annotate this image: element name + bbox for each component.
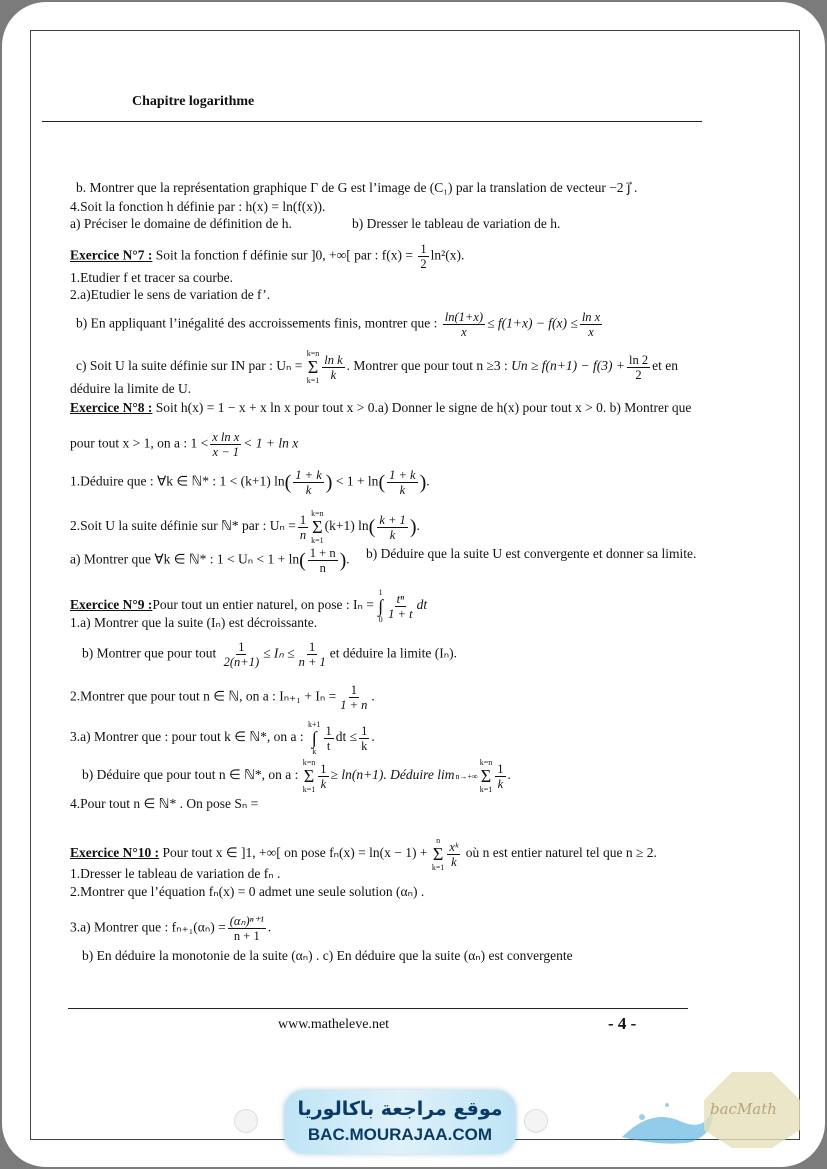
line-a-domain: a) Préciser le domaine de définition de h. [70, 216, 292, 231]
chapter-title: Chapitre logarithme [132, 94, 255, 109]
exercise-7-statement [70, 242, 464, 271]
page [2, 2, 825, 1167]
sum-symbol: k=n Σ k=1 [306, 349, 320, 385]
ex7-text: Soit la fonction f définie sur ]0, +∞[ par : f(x) = [152, 247, 417, 263]
document-frame [30, 30, 800, 1140]
frac-lnx-over-x: $\frac{\text{ln x}}{x}$ [581, 310, 601, 339]
frac-1pn-over-n: $\frac{1 + n}{n}$ [309, 546, 336, 575]
ex7-q2b: b) En appliquant l’inégalité des accroissements finis, montrer que : $\frac{\ln(1+x)}{x}$ ≤ f(1+x) − f(x) ≤ $\frac{\text{ln x}}{x}$ [76, 310, 601, 339]
exercise-7-title: Exercice N°7 : [70, 247, 153, 263]
bacmath-logo-text: bacMath [710, 1100, 777, 1118]
exercise-9-statement: Exercice N°9 :Pour tout un entier naturel, on pose : Iₙ = 1 ∫ 0 $\frac{\text{tⁿ}}{1 + t}$ dt [70, 588, 428, 624]
ex10-q3bc: b) En déduire la monotonie de la suite (αₙ) . c) En déduire que la suite (αₙ) est convergente [82, 948, 573, 963]
ex9-q2: 2.Montrer que pour tout n ∈ ℕ, on a : Iₙ₊₁ + Iₙ = $\frac{1}{1 + n}$ . [70, 683, 375, 712]
frac-1-over-k-3: $\frac{1}{k}$ [497, 761, 504, 791]
frac-1-over-2np1: $\frac{1}{2(n+1)}$ [223, 640, 260, 669]
frac-1-over-n: $\frac{1}{n}$ [299, 512, 307, 542]
integral-symbol: 1 ∫ 0 [378, 588, 384, 624]
ex9-q1a: 1.a) Montrer que la suite (Iₙ) est décroissante. [70, 615, 318, 630]
line-b-translation: b. Montrer que la représentation graphique Γ de G est l’image de (C₁) par la translation de vecteur −2 j⃗ . [76, 180, 638, 195]
ex8-q1: 1.Déduire que : ∀k ∈ ℕ* : 1 < (k+1) ln( $\frac{1 + k}{k}$ ) < 1 + ln( $\frac{1 + k}{k}$ ). [70, 468, 430, 497]
frac-1-over-1pn: $\frac{1}{1 + n}$ [340, 683, 368, 712]
frac-xk-over-k: $\frac{\text{xᵏ}}{k}$ [449, 839, 459, 869]
ex7-fraction: $\frac{1}{2}$ [420, 242, 427, 271]
frac-1pk-over-k-2: $\frac{1 + k}{k}$ [389, 468, 416, 497]
ex7-q2c: c) Soit U la suite définie sur IN par : Uₙ = k=n Σ k=1 $\frac{\text{ln k}}{k}$ . Montrer que pour tout n ≥3 : Un ≥ f(n+1) − f(3) + $\frac{\ln 2}{2}$ et en [76, 349, 678, 385]
banner-right-logo-icon [524, 1109, 548, 1133]
sum-symbol-3: k=n Σ k=1 [302, 758, 316, 794]
frac-1-over-t: $\frac{1}{t}$ [325, 723, 332, 753]
exercise-10-statement: Exercice N°10 : Pour tout x ∈ ]1, +∞[ on pose fₙ(x) = ln(x − 1) + n Σ k=1 $\frac{\text{xᵏ}}{k}$ où n est entier naturel tel que n ≥ 2. [70, 836, 657, 872]
ex7-q1: 1.Etudier f et tracer sa courbe. [70, 270, 234, 285]
sum-symbol-4: k=n Σ k=1 [479, 758, 493, 794]
frac-alpha-over-np1: $\frac{\text{(αₙ)ⁿ⁺¹}}{n + 1}$ [229, 914, 264, 943]
ex10-q2: 2.Montrer que l’équation fₙ(x) = 0 admet une seule solution (αₙ) . [70, 884, 425, 899]
sum-symbol-5: n Σ k=1 [431, 836, 445, 872]
ex10-q1: 1.Dresser le tableau de variation de fₙ . [70, 866, 281, 881]
banner-latin-text: BAC.MOURAJAA.COM [307, 1125, 493, 1144]
bacmath-logo [702, 1070, 802, 1150]
ex8-q2a: a) Montrer que ∀k ∈ ℕ* : 1 < Uₙ < 1 + ln( $\frac{1 + n}{n}$ ). [70, 546, 350, 575]
ex9-q1b: b) Montrer que pour tout $\frac{1}{2(n+1)}$ ≤ Iₙ ≤ $\frac{1}{n + 1}$ et déduire la limite (Iₙ). [82, 640, 457, 669]
line-4-h: 4.Soit la fonction h définie par : h(x) = ln(f(x)). [70, 199, 326, 214]
bac-mourajaa-banner[interactable] [284, 1090, 516, 1154]
frac-ln1x-over-x: $\frac{\ln(1+x)}{x}$ [444, 310, 484, 339]
frac-xlnx: $\frac{\text{x ln x}}{x - 1}$ [212, 430, 240, 459]
ex7-q2a: 2.a)Etudier le sens de variation de f’. [70, 287, 271, 302]
exercise-10-title: Exercice N°10 : [70, 845, 160, 861]
ex9-q3a: 3.a) Montrer que : pour tout k ∈ ℕ*, on a : k+1 ∫ k $\frac{1}{t}$ dt ≤ $\frac{1}{k}$ . [70, 720, 375, 756]
lim-subscript: n→+∞ [455, 771, 478, 781]
frac-1pk-over-k: $\frac{1 + k}{k}$ [295, 468, 322, 497]
frac-1-over-k-2: $\frac{1}{k}$ [320, 761, 327, 791]
ex8-q2: 2.Soit U la suite définie sur ℕ* par : Uₙ = $\frac{1}{n}$ k=n Σ k=1 (k+1) ln( $\frac{k + 1}{k}$ ). [70, 509, 420, 545]
header-rule [42, 121, 702, 122]
footer-url[interactable]: www.matheleve.net [278, 1017, 390, 1032]
ex9-q4: 4.Pour tout n ∈ ℕ* . On pose Sₙ = [70, 796, 259, 811]
sum-symbol-2: k=n Σ k=1 [311, 509, 324, 545]
frac-lnk-over-k: $\frac{\text{ln k}}{k}$ [324, 352, 343, 382]
frac-1-over-k: $\frac{1}{k}$ [361, 723, 368, 753]
frac-ln2-over-2: $\frac{\ln 2}{2}$ [629, 352, 649, 382]
exercise-8-statement: Exercice N°8 : Soit h(x) = 1 − x + x ln x pour tout x > 0.a) Donner le signe de h(x) pour tout x > 0. b) Montrer que [70, 400, 692, 415]
footer-rule [68, 1008, 688, 1009]
ex8-inequality: pour tout x > 1, on a : 1 < $\frac{\text{x ln x}}{x - 1}$ < 1 + ln x [70, 430, 299, 459]
integral-symbol-2: k+1 ∫ k [308, 720, 321, 756]
ex10-q3a: 3.a) Montrer que : fₙ₊₁(αₙ) = $\frac{\text{(αₙ)ⁿ⁺¹}}{n + 1}$ . [70, 914, 272, 943]
frac-kp1-over-k: $\frac{k + 1}{k}$ [379, 512, 406, 542]
page-number: - 4 - [608, 1014, 637, 1033]
banner-left-logo-icon [234, 1109, 258, 1133]
exercise-8-title: Exercice N°8 : [70, 400, 153, 415]
line-b-table: b) Dresser le tableau de variation de h. [352, 216, 561, 231]
ex9-q3b: b) Déduire que pour tout n ∈ ℕ*, on a : k=n Σ k=1 $\frac{1}{k}$ ≥ ln(n+1). Déduire lim n→+∞ k=n Σ k=1 $\frac{1}{k}$ . [82, 758, 511, 794]
frac-1-over-np1: $\frac{1}{n + 1}$ [298, 640, 326, 669]
frac-tn-over-1pt: $\frac{\text{tⁿ}}{1 + t}$ [388, 591, 413, 621]
ex8-q2b: b) Déduire que la suite U est convergente et donner sa limite. [366, 546, 697, 561]
ex7-tail: ln²(x). [430, 247, 465, 263]
ex7-limit: déduire la limite de U. [70, 381, 192, 396]
exercise-9-title: Exercice N°9 : [70, 597, 153, 613]
banner-arabic-text: موقع مراجعة باكالوريا [297, 1098, 503, 1120]
